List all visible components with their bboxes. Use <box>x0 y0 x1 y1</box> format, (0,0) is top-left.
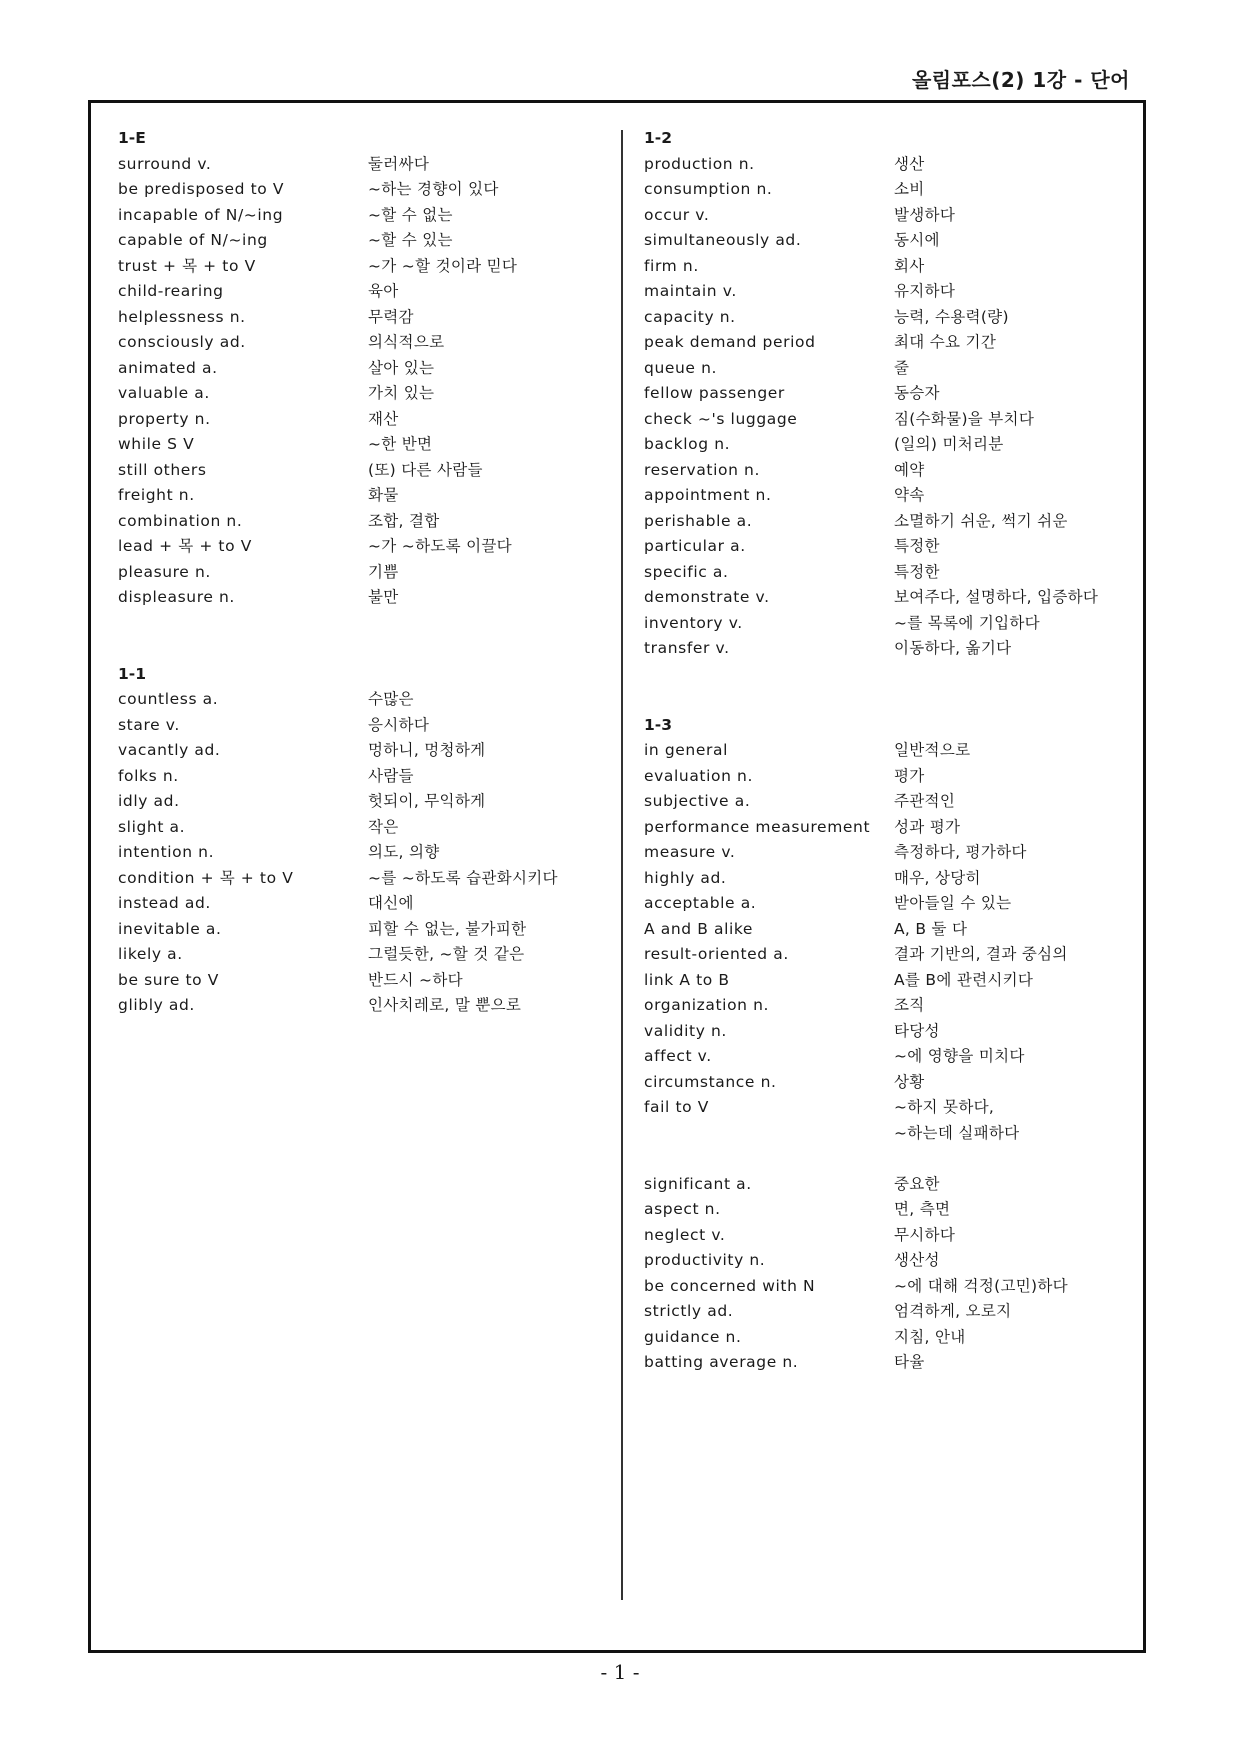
vocab-meaning: 작은 <box>368 817 399 836</box>
vocab-term: freight n. <box>118 486 195 504</box>
vocab-meaning: A, B 둘 다 <box>894 919 968 938</box>
vocab-row <box>644 381 1134 407</box>
vocab-meaning: 인사치레로, 말 뿐으로 <box>368 996 522 1014</box>
vocab-row <box>644 1325 1134 1351</box>
vocab-meaning: 타율 <box>894 1353 925 1371</box>
vocab-term: measure v. <box>644 843 736 861</box>
vocab-term: firm n. <box>644 256 699 275</box>
vocab-term: appointment n. <box>644 486 772 504</box>
vocab-row <box>118 764 608 790</box>
vocab-term: maintain v. <box>644 282 737 300</box>
vocab-term: specific a. <box>644 562 729 581</box>
section-heading: 1-2 <box>644 129 673 147</box>
vocab-term: idly ad. <box>118 792 180 810</box>
vocab-term: significant a. <box>644 1174 752 1193</box>
vocab-meaning: 수많은 <box>368 690 414 708</box>
vocab-row <box>644 942 1134 968</box>
vocab-term: queue n. <box>644 358 718 377</box>
vocab-term: result-oriented a. <box>644 945 789 963</box>
section-heading: 1-1 <box>118 664 147 683</box>
vocab-meaning: ~할 수 없는 <box>368 205 453 224</box>
vocab-meaning: ~한 반면 <box>368 435 433 453</box>
vocab-term: inventory v. <box>644 613 743 632</box>
vocab-row <box>644 254 1134 280</box>
vocab-term: perishable a. <box>644 511 753 530</box>
vocab-term: while S V <box>118 435 195 453</box>
vocab-meaning: 의도, 의향 <box>368 843 440 861</box>
vocab-term: aspect n. <box>644 1200 721 1218</box>
vocab-meaning: 중요한 <box>894 1174 940 1193</box>
vocab-meaning: 이동하다, 옮기다 <box>894 639 1012 657</box>
vocab-meaning: 회사 <box>894 256 925 275</box>
vocab-row <box>644 1248 1134 1274</box>
vocab-term: combination n. <box>118 511 243 530</box>
vocab-term: stare v. <box>118 715 180 734</box>
vocab-meaning: 줄 <box>894 358 910 377</box>
vocab-row <box>118 305 608 331</box>
vocab-row <box>644 483 1134 509</box>
vocab-meaning: 엄격하게, 오로지 <box>894 1302 1012 1320</box>
vocab-term: instead ad. <box>118 894 211 912</box>
vocab-meaning: ~를 목록에 기입하다 <box>894 613 1040 632</box>
vocab-row <box>644 611 1134 637</box>
vocab-row <box>644 1070 1134 1096</box>
vocab-term: affect v. <box>644 1047 712 1065</box>
vocab-row <box>644 407 1134 433</box>
vocab-row <box>644 330 1134 356</box>
vocab-row <box>118 509 608 535</box>
vocab-meaning: 일반적으로 <box>894 741 971 759</box>
vocab-meaning: ~에 영향을 미치다 <box>894 1047 1025 1065</box>
vocab-meaning: 그럴듯한, ~할 것 같은 <box>368 945 525 963</box>
vocab-row <box>118 866 608 892</box>
vocab-term: backlog n. <box>644 435 731 453</box>
vocab-term: validity n. <box>644 1021 727 1040</box>
vocab-term: occur v. <box>644 205 710 224</box>
vocab-row <box>644 585 1134 611</box>
vocab-row <box>118 993 608 1019</box>
vocab-row <box>118 917 608 943</box>
vocab-term: still others <box>118 460 207 479</box>
vocab-term: surround v. <box>118 154 212 173</box>
right-column <box>644 126 1134 1376</box>
vocab-term: consciously ad. <box>118 333 246 351</box>
vocab-meaning: 응시하다 <box>368 715 430 734</box>
vocab-term: subjective a. <box>644 792 751 810</box>
section-spacer <box>118 611 608 637</box>
vocab-term: child-rearing <box>118 282 224 300</box>
vocab-term: countless a. <box>118 690 219 708</box>
vocab-row <box>118 840 608 866</box>
vocab-row <box>644 968 1134 994</box>
vocab-row <box>644 560 1134 586</box>
vocab-term: batting average n. <box>644 1353 799 1371</box>
section-spacer <box>644 687 1134 713</box>
page-number: - 1 - <box>600 1660 640 1684</box>
vocab-meaning: ~가 ~하도록 이끌다 <box>368 537 512 555</box>
vocab-term: organization n. <box>644 996 770 1014</box>
vocab-term: fail to V <box>644 1098 709 1116</box>
vocab-term: link A to B <box>644 970 730 989</box>
vocab-row <box>118 254 608 280</box>
vocab-term: evaluation n. <box>644 766 754 785</box>
vocab-meaning: ~를 ~하도록 습관화시키다 <box>368 868 558 887</box>
vocab-row <box>644 432 1134 458</box>
vocab-row <box>644 152 1134 178</box>
vocab-meaning: 특정한 <box>894 562 940 581</box>
vocab-term: highly ad. <box>644 868 727 887</box>
vocab-row <box>118 381 608 407</box>
vocab-term: intention n. <box>118 843 215 861</box>
vocab-meaning: 타당성 <box>894 1021 940 1040</box>
page-title: 올림포스(2) 1강 - 단어 <box>911 68 1130 92</box>
vocab-term: acceptable a. <box>644 894 757 912</box>
vocab-meaning: (일의) 미처리분 <box>894 435 1004 453</box>
vocab-row <box>644 1044 1134 1070</box>
vocab-meaning: 주관적인 <box>894 792 956 810</box>
vocab-meaning: 무력감 <box>368 307 414 326</box>
vocab-meaning: 결과 기반의, 결과 중심의 <box>894 945 1068 963</box>
vocab-meaning: 성과 평가 <box>894 817 961 836</box>
vocab-meaning: ~가 ~할 것이라 믿다 <box>368 256 518 275</box>
vocab-term: property n. <box>118 409 211 428</box>
vocab-term: circumstance n. <box>644 1072 777 1091</box>
vocab-row <box>118 585 608 611</box>
vocab-row <box>644 228 1134 254</box>
vocab-term: vacantly ad. <box>118 741 221 759</box>
vocab-row <box>118 432 608 458</box>
vocab-row <box>644 1095 1134 1121</box>
vocab-meaning: 소멸하기 쉬운, 썩기 쉬운 <box>894 511 1068 530</box>
vocab-meaning: 측정하다, 평가하다 <box>894 843 1027 861</box>
vocab-meaning: 특정한 <box>894 537 940 555</box>
vocab-meaning: 재산 <box>368 409 399 428</box>
vocab-meaning: 헛되이, 무익하게 <box>368 792 486 810</box>
vocab-row <box>118 407 608 433</box>
vocab-row <box>644 917 1134 943</box>
vocab-term: condition + 목 + to V <box>118 868 294 887</box>
vocab-row <box>644 840 1134 866</box>
vocab-meaning: 사람들 <box>368 766 414 785</box>
vocab-row <box>644 636 1134 662</box>
vocab-term: be concerned with N <box>644 1276 816 1295</box>
vocab-row <box>118 152 608 178</box>
vocab-meaning: ~에 대해 걱정(고민)하다 <box>894 1276 1068 1295</box>
column-divider <box>621 130 623 1600</box>
row-spacer <box>644 1146 1134 1172</box>
vocab-meaning: ~하는 경향이 있다 <box>368 180 499 198</box>
vocab-meaning: 화물 <box>368 486 399 504</box>
vocab-row <box>644 1274 1134 1300</box>
vocab-meaning: 불만 <box>368 588 399 606</box>
vocab-row <box>644 279 1134 305</box>
vocab-row <box>118 891 608 917</box>
vocab-term: displeasure n. <box>118 588 235 606</box>
vocab-term: pleasure n. <box>118 562 211 581</box>
vocab-meaning: 면, 측면 <box>894 1200 951 1218</box>
vocab-meaning: 받아들일 수 있는 <box>894 894 1012 912</box>
vocab-term: valuable a. <box>118 384 210 402</box>
vocab-term: productivity n. <box>644 1251 766 1269</box>
vocab-row <box>644 866 1134 892</box>
vocab-term: glibly ad. <box>118 996 195 1014</box>
vocab-term: guidance n. <box>644 1327 742 1346</box>
vocab-meaning: 무시하다 <box>894 1225 956 1244</box>
section-spacer <box>118 636 608 662</box>
vocab-term: be sure to V <box>118 970 219 989</box>
vocab-term: animated a. <box>118 358 218 377</box>
vocab-meaning: 예약 <box>894 460 925 479</box>
vocab-meaning: 멍하니, 멍청하게 <box>368 741 486 759</box>
vocab-row <box>644 305 1134 331</box>
vocab-row <box>118 560 608 586</box>
section-heading: 1-E <box>118 129 146 147</box>
vocab-row <box>118 815 608 841</box>
vocab-meaning: 평가 <box>894 766 925 785</box>
vocab-term: incapable of N/~ing <box>118 205 284 224</box>
vocab-term: capacity n. <box>644 307 736 326</box>
vocab-row <box>118 483 608 509</box>
vocab-row <box>118 789 608 815</box>
vocab-term: lead + 목 + to V <box>118 537 252 555</box>
vocab-row <box>644 203 1134 229</box>
vocab-meaning: 보여주다, 설명하다, 입증하다 <box>894 588 1099 606</box>
vocab-term: reservation n. <box>644 460 760 479</box>
vocab-term: peak demand period <box>644 333 816 351</box>
vocab-meaning: 가치 있는 <box>368 384 435 402</box>
vocab-row <box>118 203 608 229</box>
vocab-meaning: 육아 <box>368 282 399 300</box>
vocab-term: strictly ad. <box>644 1302 734 1320</box>
vocab-row <box>118 534 608 560</box>
vocab-row <box>644 1197 1134 1223</box>
vocab-term: folks n. <box>118 766 179 785</box>
vocab-meaning: 피할 수 없는, 불가피한 <box>368 919 527 938</box>
vocab-term: fellow passenger <box>644 384 785 402</box>
vocab-meaning: 최대 수요 기간 <box>894 333 997 351</box>
vocab-meaning: 동시에 <box>894 231 940 249</box>
vocab-meaning: 기쁨 <box>368 562 399 581</box>
vocab-meaning: 동승자 <box>894 384 940 402</box>
vocab-term: check ~'s luggage <box>644 409 798 428</box>
vocab-meaning: 둘러싸다 <box>368 154 430 173</box>
vocab-term: inevitable a. <box>118 919 222 938</box>
vocab-meaning: ~하는데 실패하다 <box>894 1123 1020 1142</box>
vocab-term: demonstrate v. <box>644 588 770 606</box>
vocab-meaning: 약속 <box>894 486 925 504</box>
vocab-term: performance measurement <box>644 817 871 836</box>
vocab-term: be predisposed to V <box>118 180 285 198</box>
vocab-meaning: 소비 <box>894 180 925 198</box>
vocab-term: production n. <box>644 154 755 173</box>
vocab-row <box>644 534 1134 560</box>
vocab-meaning: A를 B에 관련시키다 <box>894 970 1034 989</box>
vocab-meaning: 매우, 상당히 <box>894 868 981 887</box>
vocab-row <box>118 330 608 356</box>
vocab-row <box>644 356 1134 382</box>
vocab-meaning: 조합, 결합 <box>368 511 440 530</box>
vocab-row <box>644 815 1134 841</box>
vocab-row <box>118 942 608 968</box>
vocab-meaning: 살아 있는 <box>368 358 435 377</box>
vocab-term: capable of N/~ing <box>118 231 268 249</box>
vocab-term: in general <box>644 741 728 759</box>
vocab-row <box>118 177 608 203</box>
left-column <box>118 126 608 1019</box>
vocab-term: neglect v. <box>644 1225 726 1244</box>
vocab-meaning: 의식적으로 <box>368 333 445 351</box>
vocab-row <box>118 713 608 739</box>
vocab-meaning: ~할 수 있는 <box>368 231 453 249</box>
vocab-row <box>644 458 1134 484</box>
vocab-row <box>644 1121 1134 1147</box>
vocab-meaning: 생산성 <box>894 1251 940 1269</box>
vocab-term: A and B alike <box>644 919 754 938</box>
vocab-meaning: 상황 <box>894 1072 925 1091</box>
vocab-meaning: 능력, 수용력(량) <box>894 307 1009 326</box>
vocab-term: transfer v. <box>644 639 730 657</box>
vocab-row <box>644 509 1134 535</box>
vocab-meaning: (또) 다른 사람들 <box>368 460 483 479</box>
vocab-term: helplessness n. <box>118 307 246 326</box>
vocab-row <box>118 228 608 254</box>
vocab-row <box>118 738 608 764</box>
vocab-meaning: ~하지 못하다, <box>894 1098 995 1116</box>
vocab-term: likely a. <box>118 945 183 963</box>
vocab-meaning: 생산 <box>894 154 925 173</box>
vocab-row <box>118 968 608 994</box>
vocab-row <box>118 279 608 305</box>
vocab-term: slight a. <box>118 817 186 836</box>
vocab-meaning: 발생하다 <box>894 205 956 224</box>
vocab-row <box>644 1350 1134 1376</box>
vocab-row <box>644 993 1134 1019</box>
vocab-row <box>644 1299 1134 1325</box>
vocab-row <box>644 1019 1134 1045</box>
section-spacer <box>644 662 1134 688</box>
vocab-meaning: 유지하다 <box>894 282 956 300</box>
vocab-meaning: 지침, 안내 <box>894 1327 966 1346</box>
vocab-meaning: 대신에 <box>368 894 414 912</box>
vocab-term: particular a. <box>644 537 746 555</box>
vocab-row <box>644 764 1134 790</box>
vocab-row <box>644 789 1134 815</box>
vocab-row <box>118 458 608 484</box>
vocab-row <box>644 891 1134 917</box>
vocab-meaning: 짐(수화물)을 부치다 <box>894 409 1035 428</box>
vocab-term: simultaneously ad. <box>644 231 802 249</box>
vocab-row <box>644 738 1134 764</box>
vocab-row <box>644 1223 1134 1249</box>
vocab-meaning: 조직 <box>894 996 925 1014</box>
vocab-meaning: 반드시 ~하다 <box>368 970 463 989</box>
section-heading: 1-3 <box>644 715 673 734</box>
vocab-row <box>118 687 608 713</box>
vocab-term: trust + 목 + to V <box>118 256 256 275</box>
vocab-row <box>644 177 1134 203</box>
vocab-term: consumption n. <box>644 180 773 198</box>
vocab-row <box>644 1172 1134 1198</box>
vocab-row <box>118 356 608 382</box>
